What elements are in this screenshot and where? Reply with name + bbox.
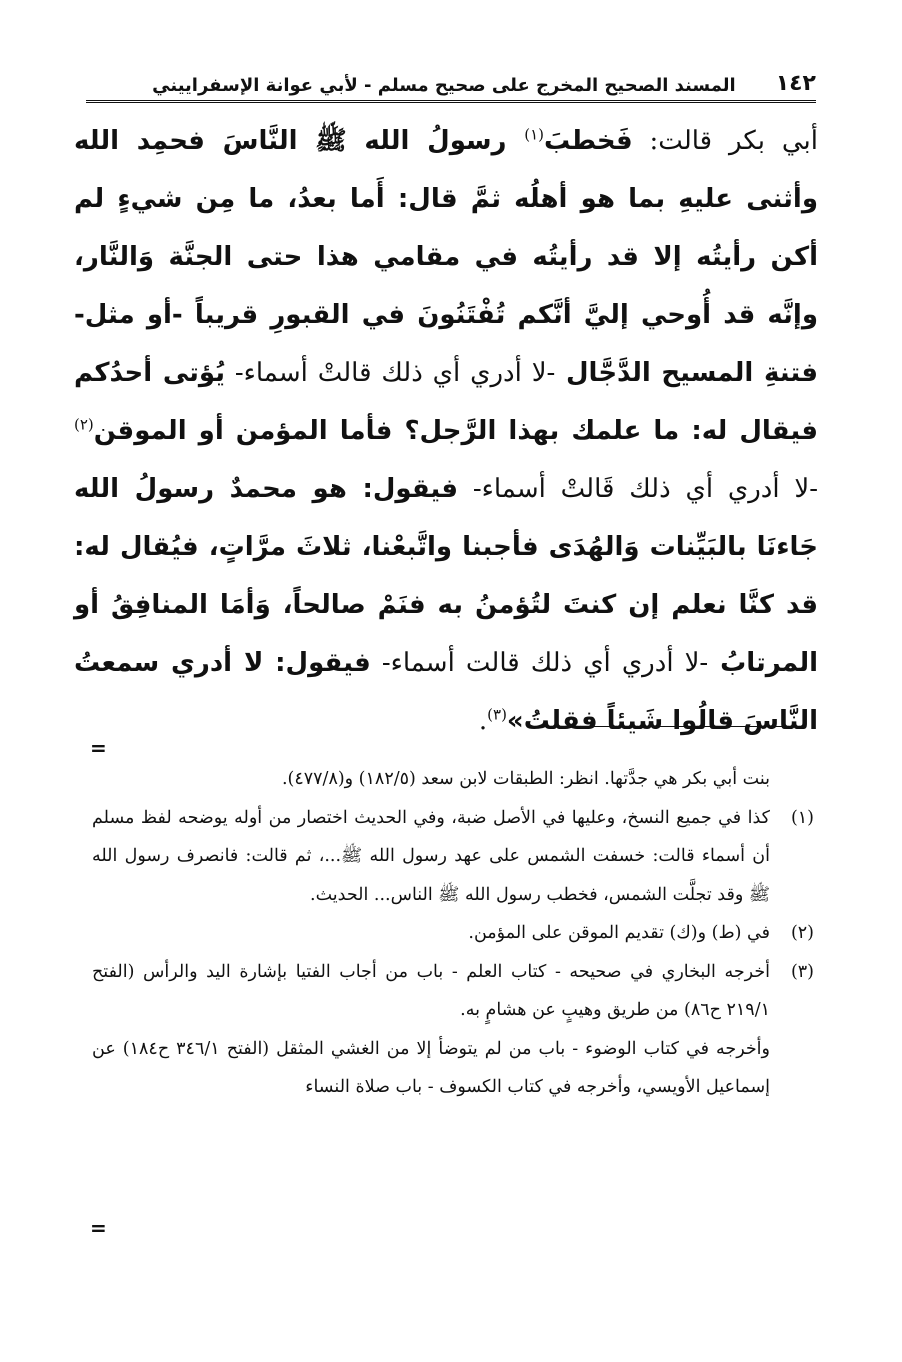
footnote-2	[92, 914, 814, 953]
footnote-3-continued: وأخرجه في كتاب الوضوء - باب من لم يتوضأ إلا من الغشي المثقل (الفتح ٣٤٦/١ ح١٨٤) عن إسماعيل الأويسي، وأخرجه في كتاب الكسوف - باب صلاة النساء	[92, 1038, 770, 1097]
hadith-text: فَخطبَ	[544, 126, 633, 156]
closing-period: .	[478, 706, 488, 736]
hadith-text: فيقول: لا أدري سمعتُ النَّاسَ قالُوا شَيئاً فقلتُ»	[74, 648, 818, 736]
footnote-3	[92, 953, 814, 1030]
footnote-continued-from-previous: بنت أبي بكر هي جدَّتها. انظر: الطبقات لابن سعد (١٨٢/٥) و(٤٧٧/٨).	[281, 769, 770, 789]
page-number: ١٤٢	[775, 71, 816, 96]
footnote-text: في (ط) و(ك) تقديم الموقن على المؤمن.	[468, 923, 770, 943]
footnotes	[92, 760, 814, 1107]
footnote-text: كذا في جميع النسخ، وعليها في الأصل ضبة، وفي الحديث اختصار من أوله يوضحه لفظ مسلم أن أسماء قالت: خسفت الشمس على عهد رسول الله ﷺ...، ثم قالت: فانصرف رسول الله ﷺ وقد تجلَّت الشمس، فخطب رسول الله ﷺ الناس... الحديث.	[92, 807, 770, 905]
narrator-doubt-note: -لا أدري أي ذلك قالتْ أسماء-	[224, 358, 556, 388]
hadith-text: يُؤتى أحدُكم فيقال له: ما علمك بهذا الرَّجل؟ فأما المؤمن أو الموقن	[74, 358, 818, 446]
continuation-mark-top: =	[90, 736, 107, 760]
footnote-ref-2: (٢)	[74, 415, 94, 434]
hadith-text: فيقول: هو محمدٌ رسولُ الله جَاءنَا بالبَيِّنات وَالهُدَى فأجبنا واتَّبعْنا، ثلاثَ مرَّاتٍ، فيُقال له: قد كنَّا نعلم إن كنتَ لتُؤمنُ به فنَمْ صالحاً، وَأمَا المنافِقُ أو المرتابُ	[74, 474, 818, 678]
header-title: المسند الصحيح المخرج على صحيح مسلم - لأبي عوانة الإسفراييني	[152, 75, 736, 96]
running-header	[86, 58, 816, 103]
hadith-body	[74, 112, 818, 750]
footnote-number: (٣)	[790, 961, 814, 982]
footnote-1	[92, 799, 814, 915]
footnote-number: (١)	[790, 807, 814, 828]
narration-text: أبي بكر قالت:	[632, 126, 818, 156]
footnote-ref-1: (١)	[524, 125, 545, 144]
hadith-paragraph	[74, 112, 818, 750]
narrator-doubt-note: -لا أدري أي ذلك قالت أسماء-	[370, 648, 709, 678]
continuation-mark-bottom: =	[90, 1216, 107, 1240]
footnote-ref-3: (٣)	[487, 705, 507, 724]
footnote-separator	[572, 726, 804, 727]
footnote-number: (٢)	[790, 923, 814, 943]
hadith-text: رسولُ الله ﷺ النَّاسَ فحمِد الله وأثنى عليهِ بما هو أهلُه ثمَّ قال: أَما بعدُ، ما مِن شيءٍ لم أكن رأيتُه إلا قد رأيتُه في مقامي هذا حتى الجنَّة وَالنَّار، وإنَّه قد أُوحي إليَّ أنَّكم تُفْتَنُونَ في القبورِ قريباً -أو مثل- فتنةِ المسيح الدَّجَّال	[74, 126, 819, 388]
narrator-doubt-note: -لا أدري أي ذلك قَالتْ أسماء-	[458, 474, 818, 504]
footnote-text: أخرجه البخاري في صحيحه - كتاب العلم - باب من أجاب الفتيا بإشارة اليد والرأس (الفتح ٢١٩/١ ح٨٦) من طريق وهيبٍ عن هشامٍ به.	[92, 961, 770, 1020]
